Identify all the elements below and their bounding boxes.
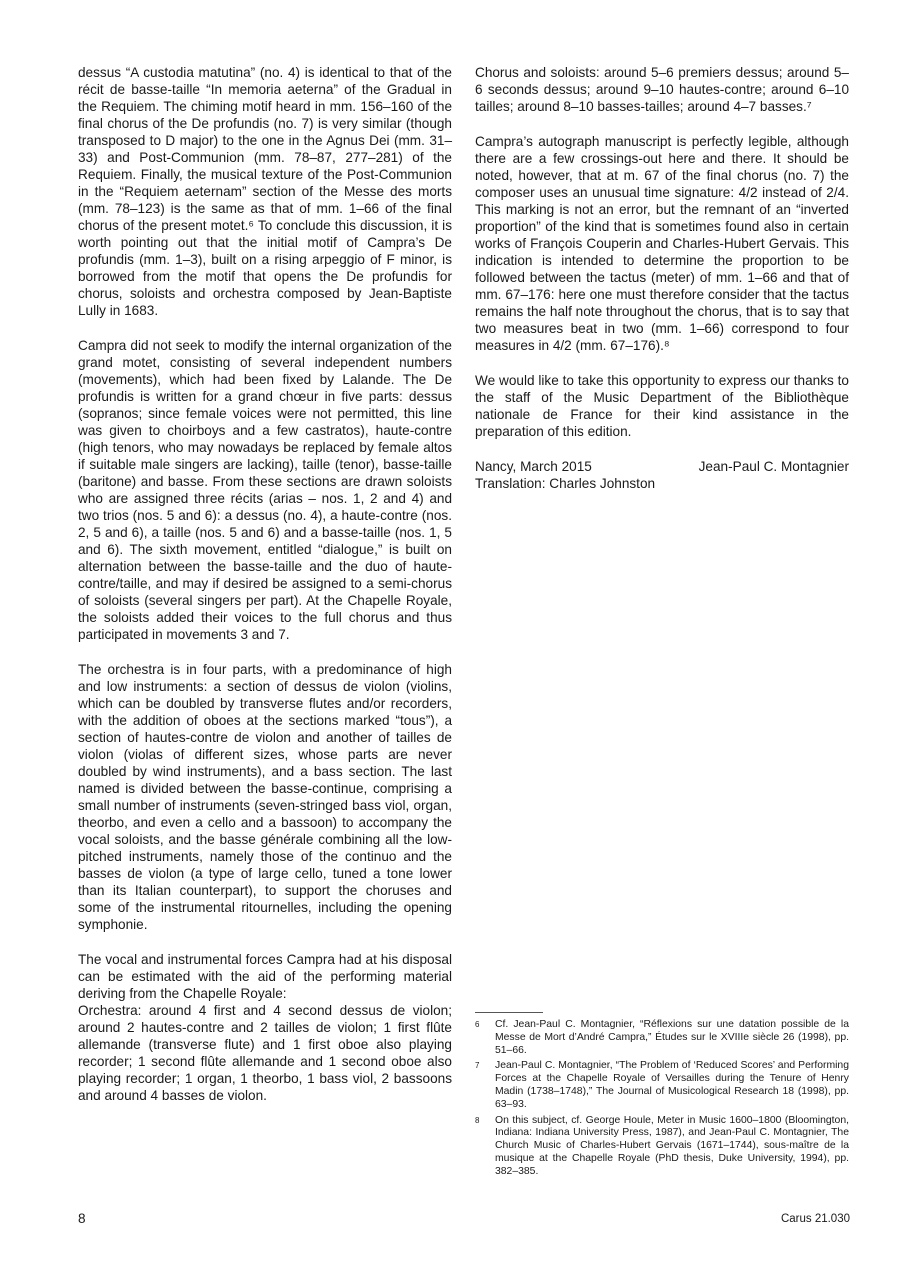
footnote-number: 8 xyxy=(475,1115,480,1125)
place-date: Nancy, March 2015 xyxy=(475,459,592,474)
paragraph-acknowledgements: We would like to take this opportunity to express our thanks to the staff of the Music Department of the Bibliothèque nationale de France for their kind assistance in the preparation of this edition. xyxy=(475,373,849,439)
paragraph-chorus-forces: Chorus and soloists: around 5–6 premiers dessus; around 5–6 seconds dessus; around 9–10 hautes-contre; around 6–10 tailles; around 8–10 basses-tailles; around 4–7 basses.⁷ xyxy=(475,65,849,114)
footnote-number: 7 xyxy=(475,1061,480,1071)
signature-block xyxy=(475,458,849,492)
page-number: 8 xyxy=(78,1211,86,1226)
footnote-number: 6 xyxy=(475,1020,480,1029)
footnote-text: On this subject, cf. George Houle, Meter in Music 1600–1800 (Bloomington, Indiana: Indiana University Press, 1987), and Jean-Paul C. Montagnier, The Church Music of Charles-Hubert Gervais (1671–1744), sous-maître de la musique at the Chapelle Royale (PhD thesis, Duke University, 1994), pp. 382–385. xyxy=(495,1114,849,1177)
footnote-divider xyxy=(475,1012,543,1013)
footnote-6 xyxy=(475,1019,849,1057)
footnote-text: Jean-Paul C. Montagnier, “The Problem of ‘Reduced Scores’ and Performing Forces at the Chapelle Royale of Versailles during the Tenure of Henry Madin (1738–1748),” The Journal of Musicological Research 18 (1998), pp. 63–93. xyxy=(495,1060,849,1110)
footnote-7 xyxy=(475,1060,849,1111)
paragraph-manuscript: Campra’s autograph manuscript is perfectly legible, although there are a few crossings-out here and there. It should be noted, however, that at m. 67 of the final chorus (no. 7) the composer uses an unusual time signature: 4/2 instead of 2/4. This marking is not an error, but the remnant of an “inverted proportion” of the kind that is sometimes found also in certain works of François Couperin and Charles-Hubert Gervais. This indication is intended to determine the proportion to be followed between the tactus (meter) of mm. 1–66 and that of mm. 67–176: here one must therefore consider that the tactus remains the half note throughout the chorus, that is to say that two measures beat in two (mm. 1–66) correspond to four measures in 4/2 (mm. 67–176).⁸ xyxy=(475,134,849,353)
footnote-text: Cf. Jean-Paul C. Montagnier, “Réflexions sur une datation possible de la Messe de Mort d’André Campra,” Études sur le XVIIIe siècle 26 (1998), pp. 51–66. xyxy=(495,1019,849,1056)
paragraph-orchestra-forces: Orchestra: around 4 first and 4 second dessus de violon; around 2 hautes-contre and 2 tailles de violon; 1 first flûte allemande (transverse flute) and 1 first oboe also playing recorder; 1 second flûte allemande and 1 second oboe also playing recorder; 1 organ, 1 theorbo, 1 bass viol, 2 bassoons and around 4 basses de violon. xyxy=(78,1003,452,1103)
footnote-8 xyxy=(475,1115,849,1179)
translator-credit: Translation: Charles Johnston xyxy=(475,476,656,491)
paragraph-borrowings: dessus “A custodia matutina” (no. 4) is identical to that of the récit de basse-taille “In memoria aeterna” of the Gradual in the Requiem. The chiming motif heard in mm. 156–160 of the final chorus of the De profundis (no. 7) is very similar (though transposed to D major) to the one in the Agnus Dei (mm. 31–33) and Post-Communion (mm. 78–87, 277–281) of the Requiem. Finally, the musical texture of the Post-Communion in the “Requiem aeternam” section of the Messe des morts (mm. 78–123) is the same as that of mm. 1–66 of the final chorus of the present motet.⁶ To conclude this discussion, it is worth pointing out that the initial motif of Campra’s De profundis (mm. 1–3), built on a rising arpeggio of F minor, is borrowed from the motif that opens the De profundis for chorus, soloists and orchestra composed by Jean-Baptiste Lully in 1683. xyxy=(78,65,452,318)
footnotes xyxy=(475,1019,849,1182)
author-name: Jean-Paul C. Montagnier xyxy=(698,459,849,474)
right-column xyxy=(475,64,849,492)
paragraph-grand-motet: Campra did not seek to modify the internal organization of the grand motet, consisting of several independent numbers (movements), which had been fixed by Lalande. The De profundis is written for a grand chœur in five parts: dessus (sopranos; since female voices were not permitted, this line was given to choirboys and a few castratos), haute-contre (high tenors, who may nowadays be replaced by female altos if suitable male singers are lacking), taille (tenor), basse-taille (baritone) and basse. From these sections are drawn soloists who are assigned three récits (arias – nos. 1, 2 and 4) and two trios (nos. 5 and 6): a dessus (no. 4), a haute-contre (nos. 2, 5 and 6), a taille (nos. 5 and 6) and a basse-taille (nos. 1, 5 and 6). The sixth movement, entitled “dialogue,” is built on alternation between the basse-taille and the duo of haute-contre/taille, and may if desired be assigned to a semi-chorus of soloists (several singers per part). At the Chapelle Royale, the soloists added their voices to the full chorus and thus participated in movements 3 and 7. xyxy=(78,338,452,642)
catalog-number: Carus 21.030 xyxy=(780,1213,850,1225)
paragraph-forces-intro: The vocal and instrumental forces Campra had at his disposal can be estimated with the aid of the performing material deriving from the Chapelle Royale: xyxy=(78,952,452,1001)
left-column xyxy=(78,64,452,1122)
paragraph-orchestra: The orchestra is in four parts, with a predominance of high and low instruments: a section of dessus de violon (violins, which can be doubled by transverse flutes and/or recorders, with the addition of oboes at the sections marked “tous”), a section of hautes-contre de violon and another of tailles de violon (violas of different sizes, whose parts are never doubled by wind instruments), and a bass section. The last named is divided between the basse-continue, comprising a small number of instruments (seven-stringed bass viol, organ, theorbo, and even a cello and a bassoon) to accompany the vocal soloists, and the basse générale combining all the low-pitched instruments, namely those of the continuo and the basses de violon (a type of large cello, tuned a tone lower than its Italian counterpart), to support the choruses and some of the instrumental ritournelles, including the opening symphonie. xyxy=(78,662,452,932)
